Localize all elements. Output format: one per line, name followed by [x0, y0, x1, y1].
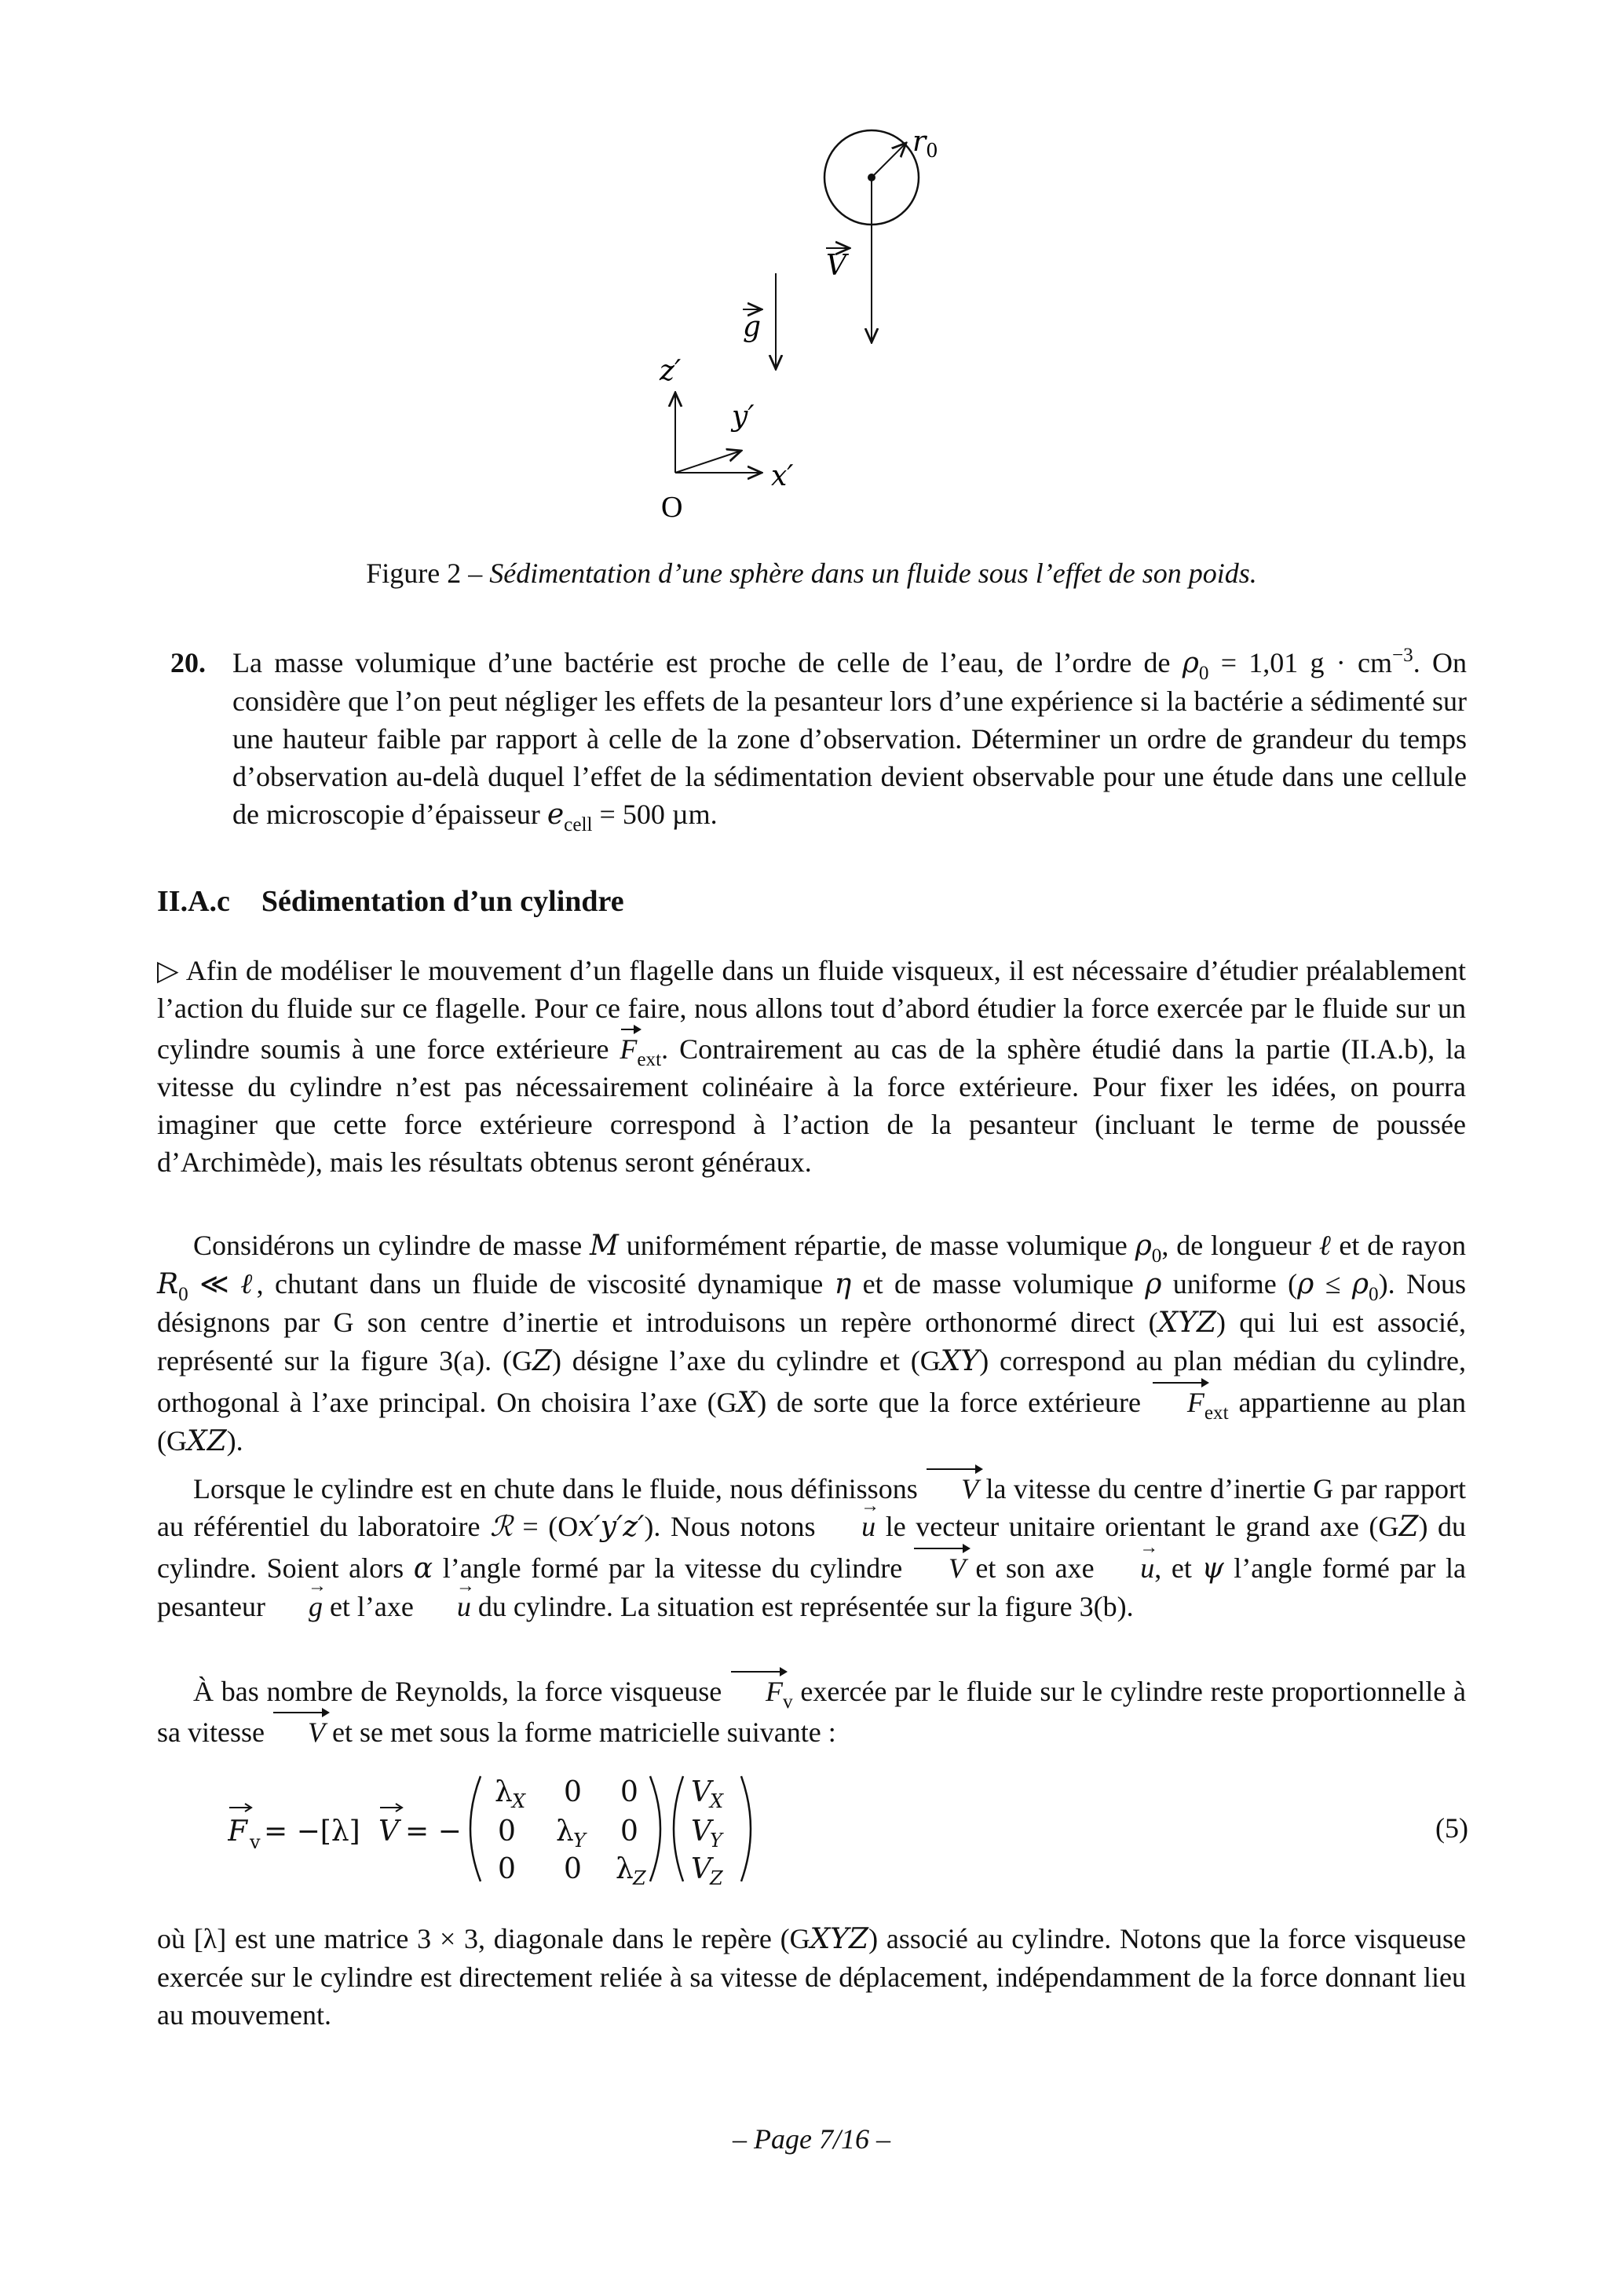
- sedimentation-figure: [644, 118, 989, 526]
- eq-lhs-sub: v: [250, 1831, 261, 1853]
- svg-text:0: 0: [620, 1776, 638, 1808]
- caption-text: Sédimentation d’une sphère dans un fluide sous l’effet de son poids.: [489, 558, 1257, 589]
- paragraph-velocity: Lorsque le cylindre est en chute dans le fluide, nous définissons V la vitesse du centre d’inertie G par rapport au référentiel du laboratoire ℛ = (Ox′y′z′). Nous notons → u le vecteur unitaire orientant le grand axe (GZ) du cylindre. Soient alors α l’angle formé par la vitesse du cylindre V et son axe → u, et ψ l’angle formé par la pesanteur → g et l’axe → u du cylindre. La situation est représentée sur la figure 3(b).: [157, 1467, 1466, 1625]
- svg-text:0: 0: [564, 1776, 582, 1808]
- eq-mid: = −[λ]: [264, 1815, 360, 1848]
- caption-prefix: Figure 2 –: [366, 558, 490, 589]
- svg-text:0: 0: [498, 1853, 516, 1885]
- paragraph-intro: ▷ Afin de modéliser le mouvement d’un flagelle dans un fluide visqueux, il est nécessaire d’étudier préalablement l’action du fluide sur ce flagelle. Pour ce faire, nous allons tout d’abord étudier la force exercée par le fluide sur un cylindre soumis à une force extérieure $F_{ext}$. Contrairement au cas de la sphère étudié dans la partie (II.A.b), la vitesse du cylindre n’est pas nécessairement colinéaire à la force extérieure. Pour fixer les idées, on pourra imaginer que cette force extérieure correspond à l’action de la pesanteur (incluant le terme de poussée d’Archimède), mais les résultats obtenus seront généraux.: [157, 955, 1466, 1178]
- svg-text:V: V: [691, 1815, 711, 1848]
- figure-caption: [0, 554, 1623, 592]
- svg-text:Z: Z: [710, 1867, 723, 1888]
- paragraph-reynolds: À bas nombre de Reynolds, la force visqueuse $F_v$ exercée par le fluide sur le cylindre reste proportionnelle à sa vitesse V et se met sous la forme matricielle suivante :: [157, 1669, 1466, 1751]
- paragraph-matrix: où [λ] est une matrice 3 × 3, diagonale dans le repère (GXYZ) associé au cylindre. Notons que la force visqueuse exercée sur le cylindre est directement reliée à sa vitesse de déplacement, indépendamment de la force donnant lieu au mouvement.: [157, 1923, 1466, 2031]
- y-axis-label: y′: [732, 400, 755, 433]
- section-heading: [157, 883, 624, 920]
- eq-lhs-F: F: [228, 1815, 247, 1848]
- equation-graphic: [228, 1770, 1468, 1888]
- svg-text:Y: Y: [710, 1830, 722, 1852]
- y-axis: [675, 451, 741, 473]
- z-axis-label: z′: [660, 355, 682, 387]
- section-title: Sédimentation d’un cylindre: [261, 885, 624, 918]
- section-number: II.A.c: [157, 885, 230, 918]
- velocity-label: V: [826, 250, 846, 282]
- equation-5: [228, 1770, 1468, 1888]
- question-20: [171, 644, 1467, 834]
- page-footer: – Page 7/16 –: [733, 2123, 890, 2155]
- svg-text:0: 0: [620, 1815, 638, 1848]
- svg-text:0: 0: [498, 1815, 516, 1848]
- svg-text:X: X: [512, 1790, 526, 1812]
- svg-text:V: V: [378, 1815, 399, 1848]
- svg-text:V: V: [691, 1776, 711, 1808]
- svg-text:λ: λ: [556, 1815, 574, 1848]
- question-number: 20.: [170, 647, 206, 678]
- svg-text:Y: Y: [573, 1830, 586, 1852]
- gravity-label: g: [743, 311, 762, 343]
- x-axis-label: x′: [771, 460, 794, 492]
- svg-text:λ: λ: [495, 1776, 513, 1808]
- equation-number: (5): [1435, 1812, 1468, 1844]
- radius-arrow: [872, 143, 906, 177]
- svg-text:λ: λ: [616, 1853, 634, 1885]
- svg-text:0: 0: [564, 1853, 582, 1885]
- origin-label: O: [661, 491, 683, 524]
- svg-text:V: V: [691, 1853, 711, 1885]
- radius-label: $r_0$: [912, 126, 938, 162]
- question-text: La masse volumique d’une bactérie est proche de celle de l’eau, de l’ordre de $\rho_0 = 1,01$ $g \cdot cm^{-3}$. On considère que l’on peut négliger les effets de la pesanteur lors d’une expérience si la bactérie a sédimenté sur une hauteur faible par rapport à celle de la zone d’observation. Déterminer un ordre de grandeur du temps d’observation au-delà duquel l’effet de la sédimentation devient observable pour une étude dans une cellule de microscopie d’épaisseur $e_{cell} = 500$ µm.: [232, 645, 1467, 835]
- eq-eq2: = −: [405, 1815, 462, 1848]
- svg-text:Z: Z: [633, 1867, 646, 1888]
- paragraph-cylinder: Considérons un cylindre de masse M uniformément répartie, de masse volumique $\rho_0$, de longueur ℓ et de rayon $R_0$ ≪ ℓ, chutant dans un fluide de viscosité dynamique η et de masse volumique ρ uniforme $(\rho \le \rho_0)$. Nous désignons par G son centre d’inertie et introduisons un repère orthonormé direct (XYZ) qui lui est associé, représenté sur la figure 3(a). (GZ) désigne l’axe du cylindre et (GXY) correspond au plan médian du cylindre, orthogonal à l’axe principal. On choisira l’axe (GX) de sorte que la force extérieure $F_{ext}$ appartienne au plan (GXZ).: [157, 1230, 1467, 1457]
- svg-text:X: X: [710, 1790, 724, 1812]
